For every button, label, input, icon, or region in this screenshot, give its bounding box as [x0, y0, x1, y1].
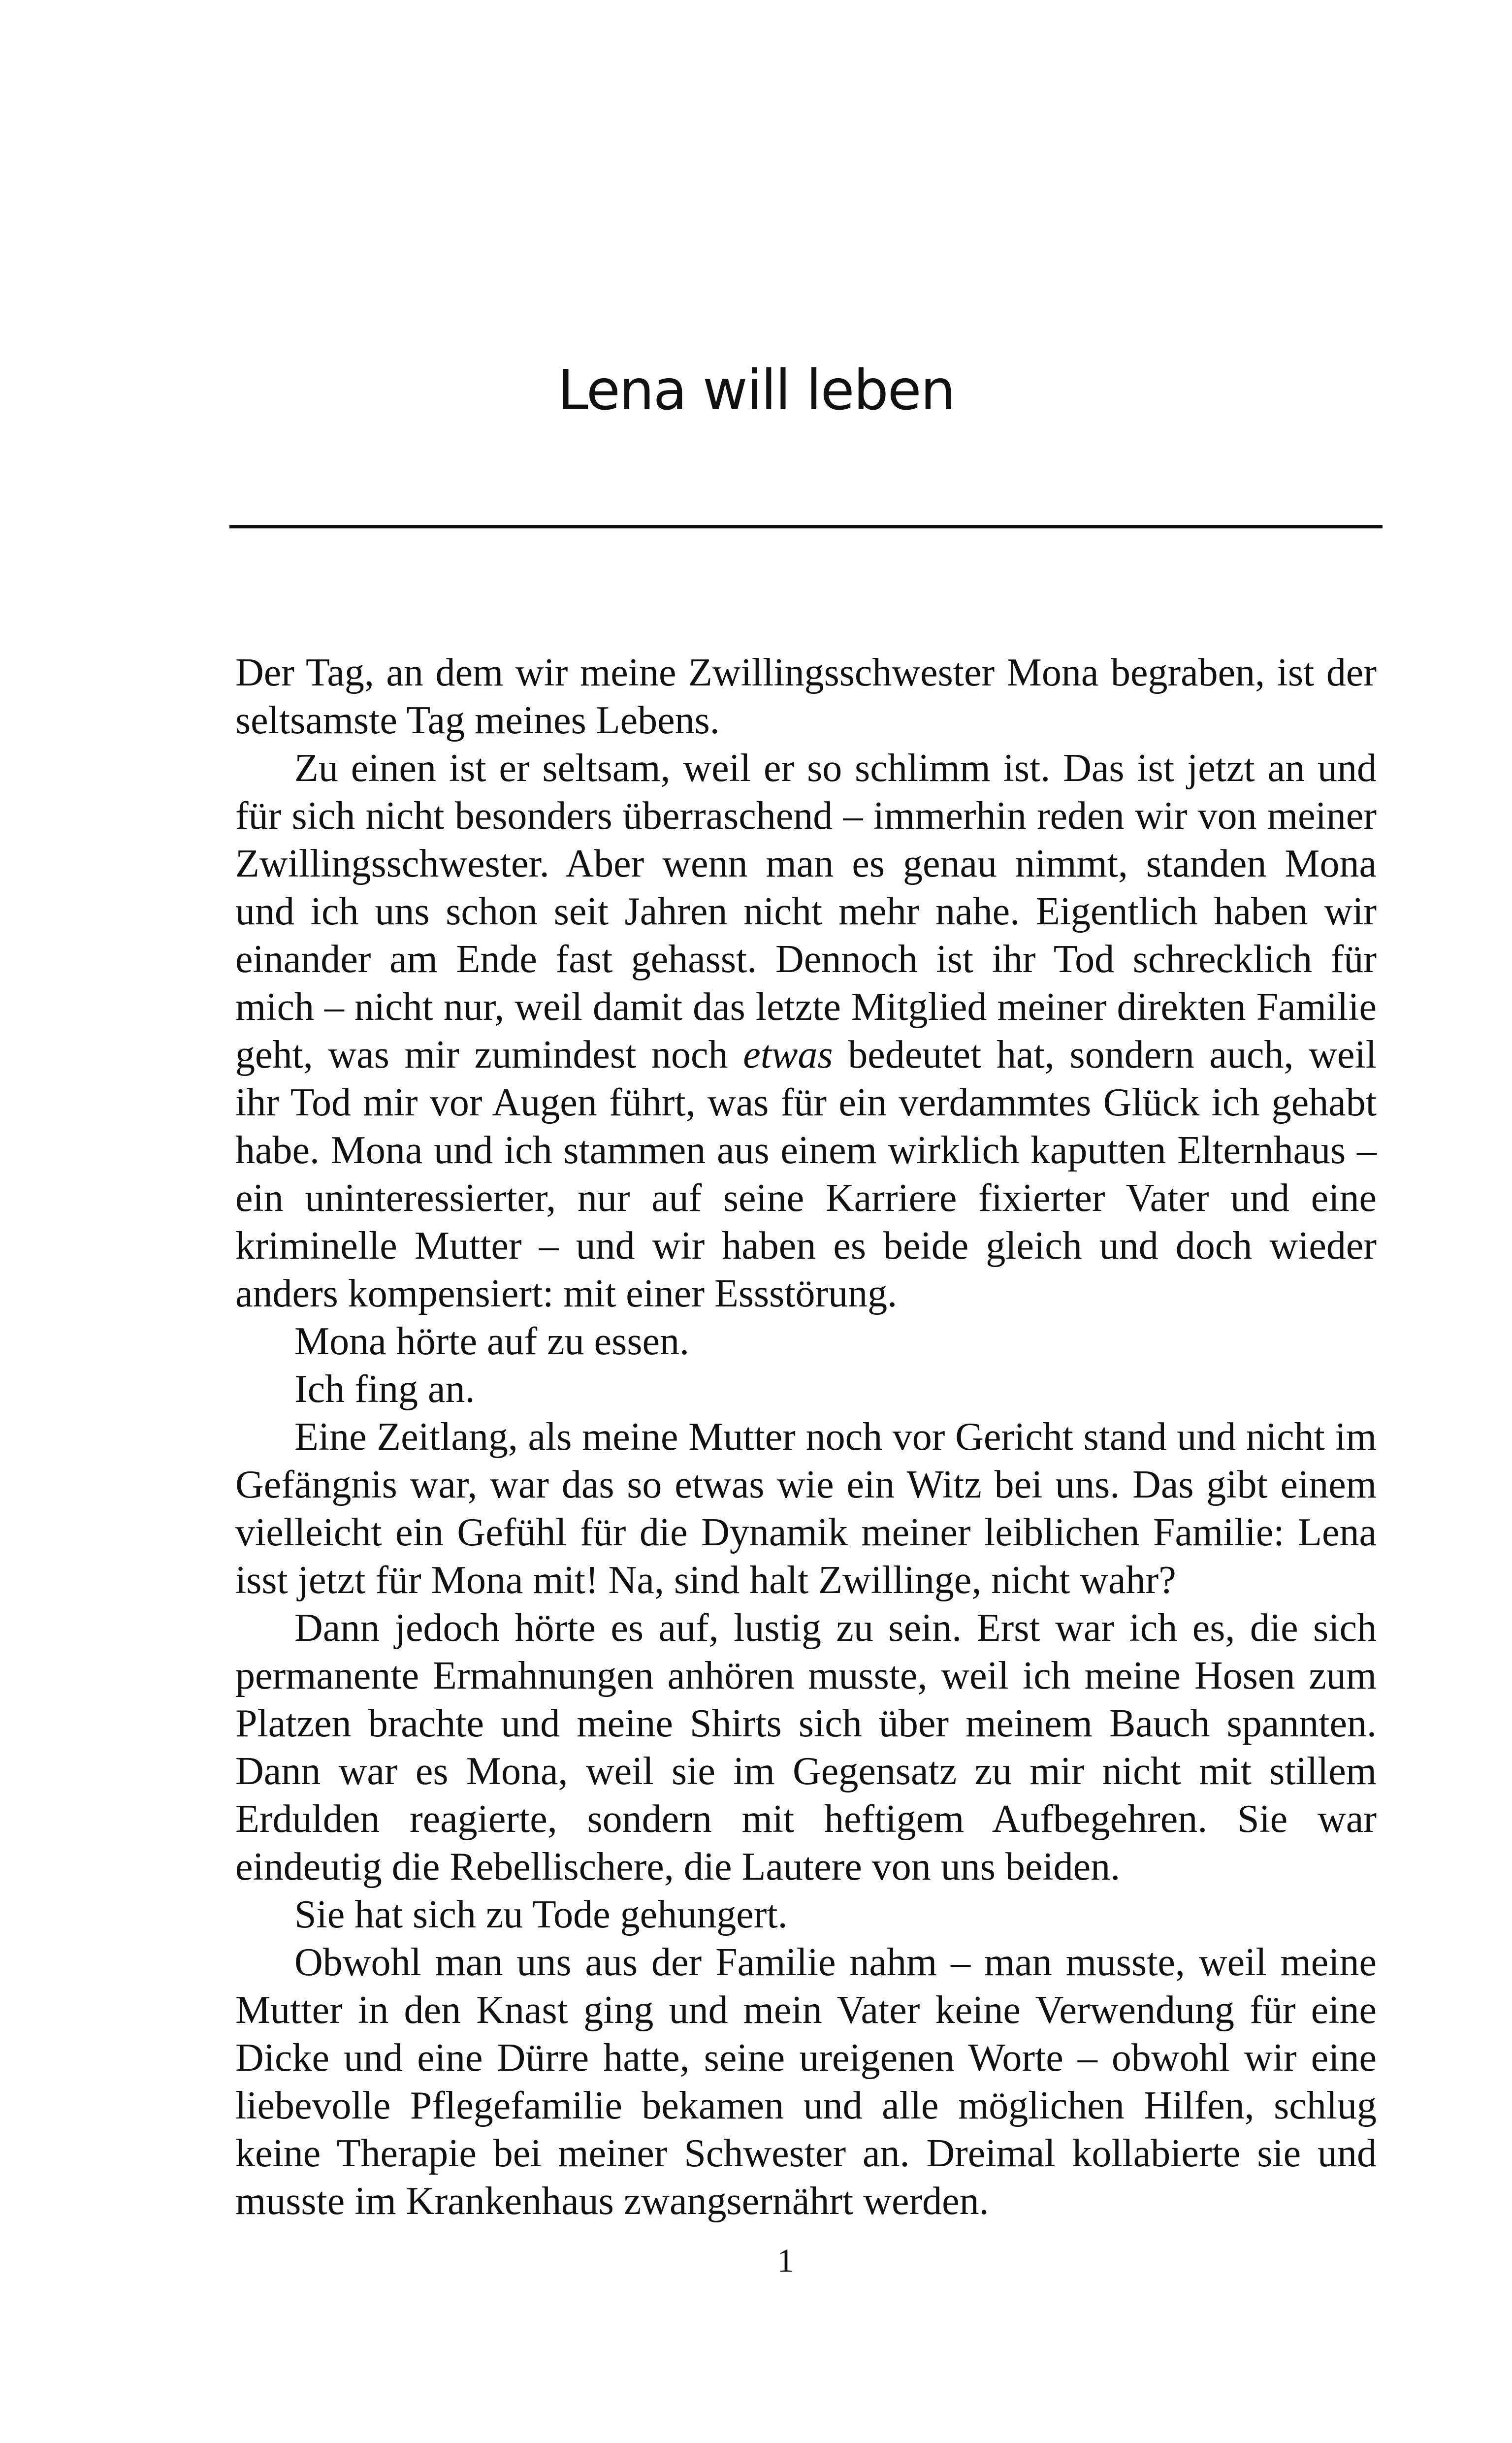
chapter-body [235, 649, 1377, 2225]
paragraph-2 [235, 745, 1377, 1318]
paragraph-1: Der Tag, an dem wir meine Zwillingsschwester Mona begraben, ist der seltsamste Tag meines Lebens. [235, 651, 1377, 742]
paragraph-2-text-end: bedeutet hat, sondern auch, weil ihr Tod mir vor Augen führt, was für ein verdammtes Glück ich gehabt habe. Mona und ich stammen aus einem wirklich kaputten Elternhaus – ein uninteressierter, nur auf seine Karriere fixierter Vater und eine kriminelle Mutter – und wir haben es beide gleich und doch wieder anders kompensiert: mit einer Essstörung. [235, 1033, 1377, 1315]
paragraph-7: Sie hat sich zu Tode gehungert. [294, 1893, 788, 1936]
paragraph-4: Ich fing an. [294, 1368, 475, 1411]
paragraph-2-text-start: Zu einen ist er seltsam, weil er so schlimm ist. Das ist jetzt an und für sich nicht besonders überraschend – immerhin reden wir von meiner Zwillingsschwester. Aber wenn man es genau nimmt, standen Mona und ich uns schon seit Jahren nicht mehr nahe. Eigentlich haben wir einander am Ende fast gehasst. Dennoch ist ihr Tod schrecklich für mich – nicht nur, weil damit das letzte Mitglied meiner direkten Familie geht, was mir zumindest noch [235, 747, 1377, 1076]
paragraph-6: Dann jedoch hörte es auf, lustig zu sein. Erst war ich es, die sich permanente Ermahnungen anhören musste, weil ich meine Hosen zum Platzen brachte und meine Shirts sich über meinem Bauch spannten. Dann war es Mona, weil sie im Gegensatz zu mir nicht mit stillem Erdulden reagierte, sondern mit heftigem Aufbegehren. Sie war eindeutig die Rebellischere, die Lautere von uns beiden. [235, 1606, 1377, 1889]
chapter-title: Lena will leben [557, 358, 955, 423]
paragraph-8: Obwohl man uns aus der Familie nahm – man musste, weil meine Mutter in den Knast ging und mein Vater keine Verwendung für eine Dicke und eine Dürre hatte, seine ureigenen Worte – obwohl wir eine liebevolle Pflegefamilie bekamen und alle möglichen Hilfen, schlug keine Therapie bei meiner Schwester an. Dreimal kollabierte sie und musste im Krankenhaus zwangsernährt werden. [235, 1941, 1377, 2223]
title-divider [229, 525, 1383, 528]
paragraph-5: Eine Zeitlang, als meine Mutter noch vor Gericht stand und nicht im Gefängnis war, war das so etwas wie ein Witz bei uns. Das gibt einem vielleicht ein Gefühl für die Dynamik meiner leiblichen Familie: Lena isst jetzt für Mona mit! Na, sind halt Zwillinge, nicht wahr? [235, 1415, 1377, 1602]
emphasized-word: etwas [743, 1033, 833, 1076]
page-number: 1 [777, 2242, 794, 2279]
paragraph-3: Mona hörte auf zu essen. [294, 1320, 689, 1363]
